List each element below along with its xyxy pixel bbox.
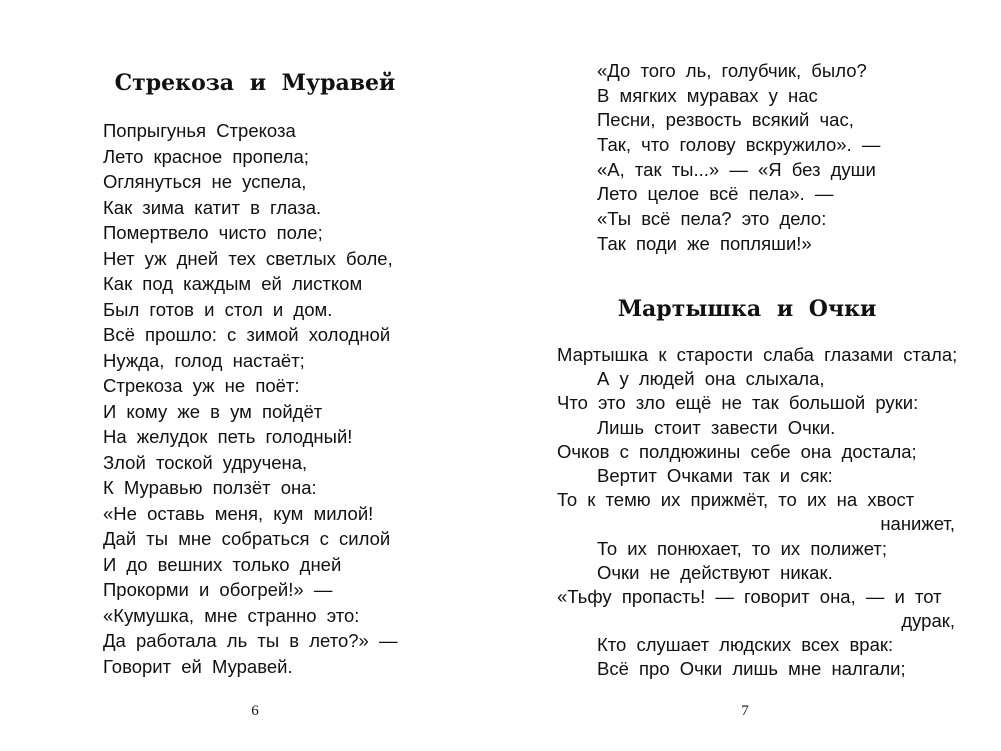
poem-line: Злой тоской удручена,	[103, 451, 308, 473]
poem-line: «Не оставь меня, кум милой!	[103, 502, 374, 524]
poem-line: Так, что голову вскружило». —	[597, 134, 881, 156]
poem-line: Оглянуться не успела,	[103, 171, 307, 192]
poem-line: Лето целое всё пела». —	[597, 183, 834, 205]
poem-continuation	[597, 59, 880, 257]
poem-line: Так поди же попляши!»	[597, 232, 812, 254]
poem-line: Всё про Очки лишь мне налгали;	[597, 658, 906, 680]
poem-line: «Ты всё пела? это дело:	[597, 208, 827, 230]
poem-line: Песни, резвость всякий час,	[597, 109, 854, 131]
poem-line: Попрыгунья Стрекоза	[103, 120, 296, 141]
poem-line: Всё прошло: с зимой холодной	[103, 324, 391, 345]
poem-line: Был готов и стол и дом.	[103, 298, 333, 320]
poem-line: Кто слушает людских всех врак:	[597, 634, 894, 656]
poem-line: Вертит Очками так и сяк:	[597, 464, 833, 486]
poem-line: В мягких муравах у нас	[597, 84, 818, 106]
poem-title: Мартышка и Очки	[617, 296, 877, 322]
poem-line: Очков с полдюжины себе она достала;	[557, 440, 917, 462]
poem-line: Очки не действуют никак.	[597, 561, 833, 583]
poem-line: И кому же в ум пойдёт	[103, 400, 323, 422]
poem-line: Нужда, голод настаёт;	[103, 349, 305, 371]
poem-line: И до вешних только дней	[103, 553, 342, 575]
poem-line: Нет уж дней тех светлых боле,	[103, 247, 393, 269]
poem-line: «А, так ты...» — «Я без души	[597, 158, 876, 180]
poem-line: дурак,	[901, 610, 955, 632]
poem-line: Лето красное пропела;	[103, 145, 309, 167]
poem-title: Стрекоза и Муравей	[114, 70, 396, 96]
poem-line: «До того ль, голубчик, было?	[597, 60, 867, 81]
poem-line: нанижет,	[880, 513, 955, 535]
poem-line: Да работала ль ты в лето?» —	[103, 630, 398, 651]
poem-body	[103, 118, 397, 679]
page-number: 6	[251, 703, 259, 719]
poem-body	[557, 343, 958, 682]
poem-line: На желудок петь голодный!	[103, 426, 353, 447]
poem-line: Как зима катит в глаза.	[103, 196, 322, 218]
poem-line: Стрекоза уж не поёт:	[103, 375, 300, 396]
poem-line: К Муравью ползёт она:	[103, 477, 317, 498]
poem-line: Говорит ей Муравей.	[103, 655, 293, 677]
poem-line: Прокорми и обогрей!» —	[103, 579, 333, 600]
poem-line: Как под каждым ей листком	[103, 273, 363, 294]
page-number: 7	[741, 703, 749, 719]
poem-line: Помертвело чисто поле;	[103, 222, 323, 243]
poem-line: То к темю их прижмёт, то их на хвост	[557, 489, 915, 511]
poem-line: Лишь стоит завести Очки.	[597, 416, 836, 438]
poem-line: «Кумушка, мне странно это:	[103, 604, 360, 626]
poem-line: Дай ты мне собраться с силой	[103, 528, 391, 549]
poem-line: «Тьфу пропасть! — говорит она, — и тот	[557, 585, 942, 607]
poem-line: Мартышка к старости слаба глазами стала;	[557, 344, 958, 365]
poem-line: Что это зло ещё не так большой руки:	[557, 392, 919, 414]
poem-line: А у людей она слыхала,	[597, 368, 825, 390]
poem-line: То их понюхает, то их полижет;	[597, 537, 888, 559]
